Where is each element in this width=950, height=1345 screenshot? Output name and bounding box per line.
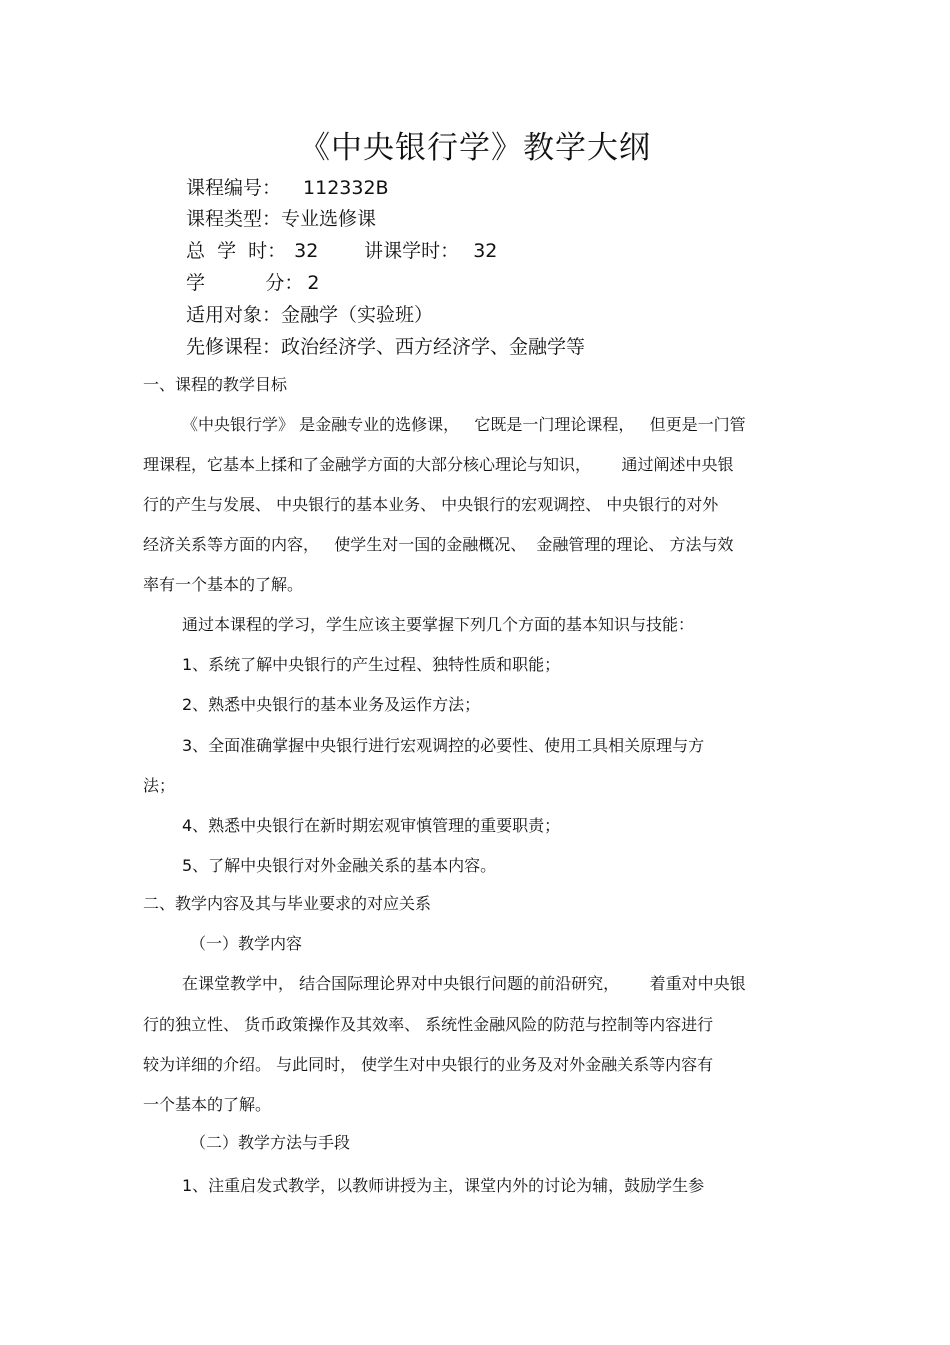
list-item-continuation: 法； — [143, 776, 176, 795]
course-code-row — [186, 176, 389, 200]
lecture-hours-value: 32 — [473, 240, 498, 262]
paragraph-line: 率有一个基本的了解。 — [143, 575, 304, 594]
course-code-label: 课程编号： — [186, 177, 282, 199]
section-heading-2: 二、教学内容及其与毕业要求的对应关系 — [143, 894, 432, 913]
list-item: 2、熟悉中央银行的基本业务及运作方法； — [182, 695, 481, 714]
course-type-label: 课程类型： — [186, 208, 282, 230]
list-item: 5、了解中央银行对外金融关系的基本内容。 — [182, 856, 497, 875]
paragraph-line: 经济关系等方面的内容， 使学生对一国的金融概况、 金融管理的理论、 方法与效 — [143, 535, 734, 554]
list-item: 4、熟悉中央银行在新时期宏观审慎管理的重要职责； — [182, 816, 561, 835]
paragraph-line: 行的产生与发展、 中央银行的基本业务、 中央银行的宏观调控、 中央银行的对外 — [143, 495, 719, 514]
course-type-row — [186, 207, 376, 231]
prereq-label: 先修课程： — [186, 336, 282, 358]
hours-row — [186, 239, 497, 263]
subsection-heading: （二）教学方法与手段 — [190, 1133, 351, 1152]
page-title: 《中央银行学》教学大纲 — [299, 130, 651, 166]
total-hours-label: 总 学 时： — [186, 240, 287, 262]
section-heading-1: 一、课程的教学目标 — [143, 375, 288, 394]
audience-value: 金融学（实验班） — [281, 304, 434, 326]
paragraph-line: 行的独立性、 货币政策操作及其效率、 系统性金融风险的防范与控制等内容进行 — [143, 1015, 714, 1034]
list-item: 1、系统了解中央银行的产生过程、独特性质和职能； — [182, 655, 561, 674]
subsection-heading: （一）教学内容 — [190, 934, 303, 953]
course-code-value: 112332B — [303, 177, 389, 199]
paragraph-line: 理课程，它基本上揉和了金融学方面的大部分核心理论与知识， 通过阐述中央银 — [143, 455, 734, 474]
prereq-value: 政治经济学、西方经济学、金融学等 — [281, 336, 586, 358]
total-hours-value: 32 — [294, 240, 319, 262]
paragraph-line: 《中央银行学》 是金融专业的选修课， 它既是一门理论课程， 但更是一门管 — [182, 415, 746, 434]
list-item: 3、全面准确掌握中央银行进行宏观调控的必要性、使用工具相关原理与方 — [182, 736, 705, 755]
paragraph-line: 较为详细的介绍。 与此同时， 使学生对中央银行的业务及对外金融关系等内容有 — [143, 1055, 714, 1074]
credits-row — [186, 271, 320, 295]
credits-label: 学 分： — [186, 272, 304, 294]
paragraph-line: 在课堂教学中， 结合国际理论界对中央银行问题的前沿研究， 着重对中央银 — [182, 974, 746, 993]
audience-row — [186, 303, 433, 327]
prereq-row — [186, 335, 585, 359]
paragraph-line: 通过本课程的学习，学生应该主要掌握下列几个方面的基本知识与技能： — [182, 615, 695, 634]
credits-value: 2 — [307, 272, 320, 294]
audience-label: 适用对象： — [186, 304, 282, 326]
lecture-hours-label: 讲课学时： — [364, 240, 460, 262]
paragraph-line: 一个基本的了解。 — [143, 1095, 272, 1114]
list-item: 1、注重启发式教学，以教师讲授为主，课堂内外的讨论为辅，鼓励学生参 — [182, 1176, 705, 1195]
course-type-value: 专业选修课 — [281, 208, 377, 230]
